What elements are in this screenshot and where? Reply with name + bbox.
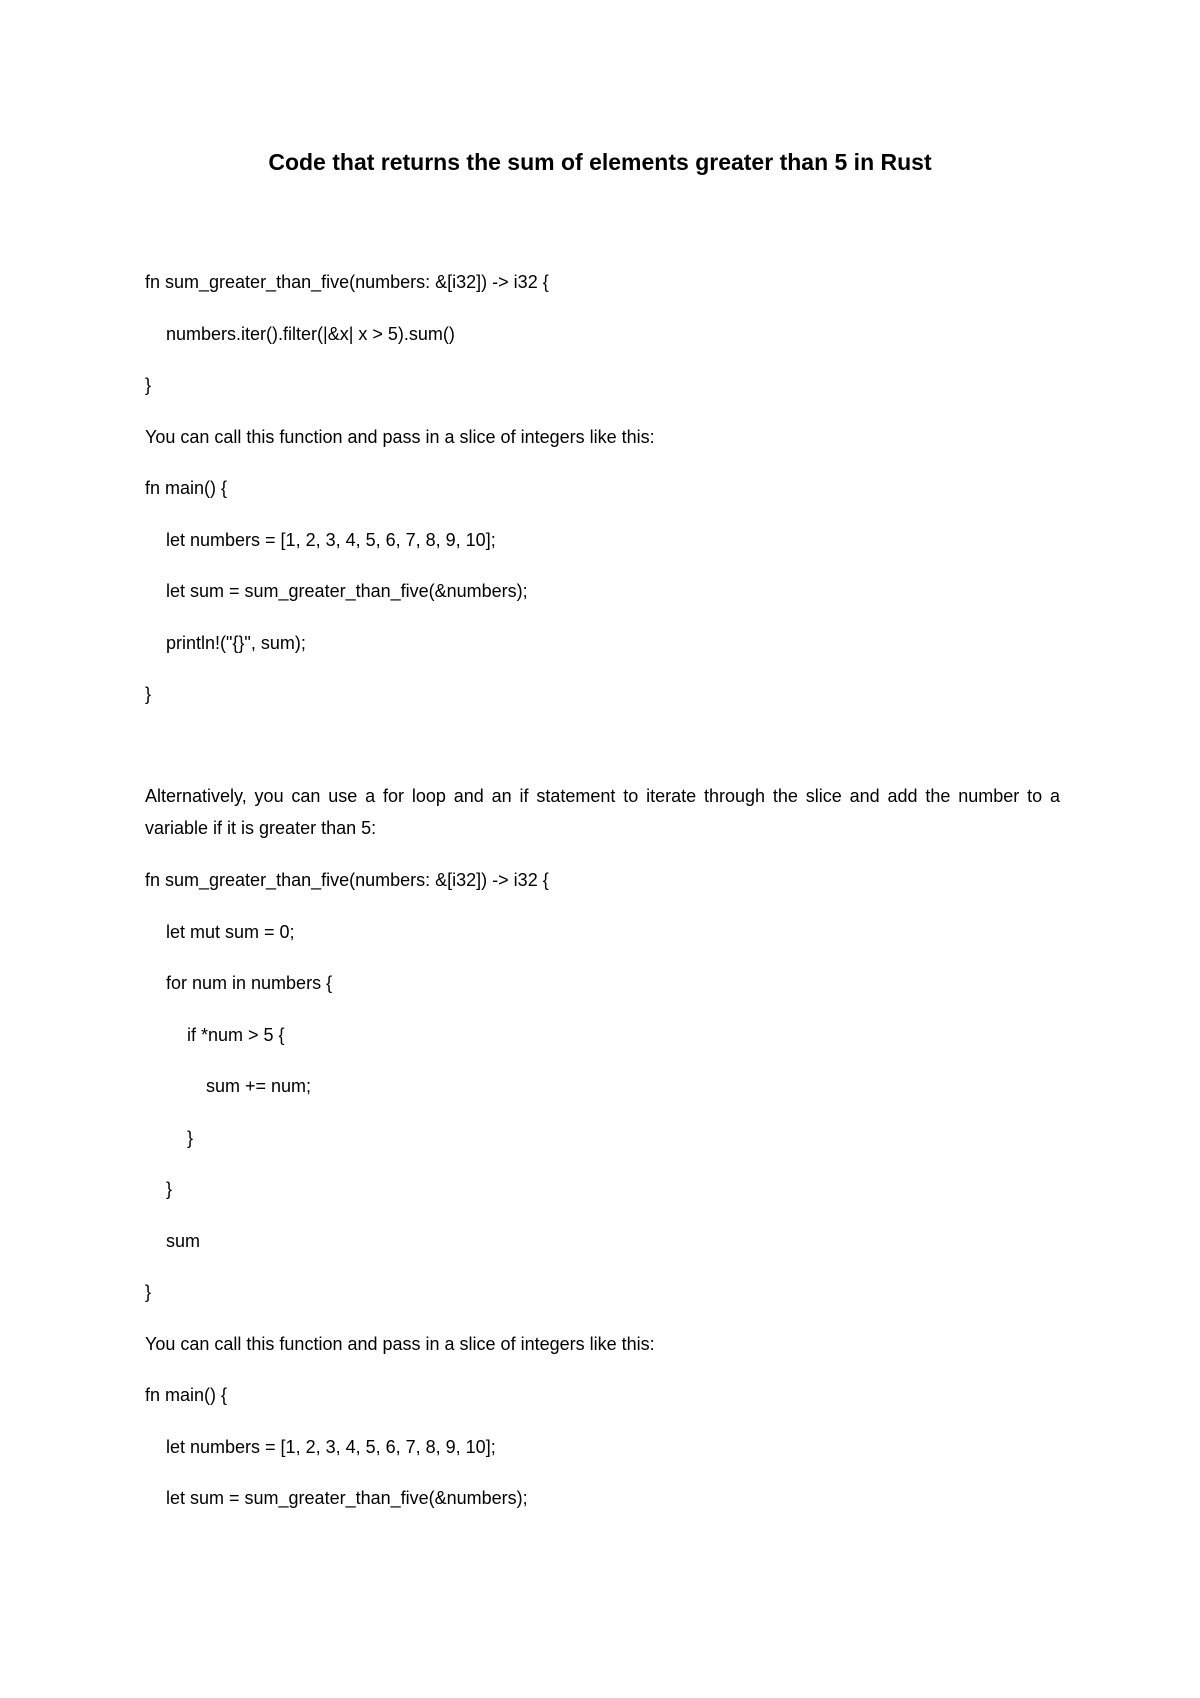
code-line-closing-brace: }	[145, 684, 152, 704]
code-line-if-statement: if *num > 5 {	[187, 1025, 285, 1045]
text-call-instructions: You can call this function and pass in a slice of integers like this:	[145, 1334, 655, 1354]
code-line-closing-brace: }	[145, 1282, 152, 1302]
code-line-closing-brace: }	[187, 1128, 194, 1148]
code-line-main: fn main() {	[145, 1385, 228, 1405]
code-line-closing-brace: }	[166, 1179, 173, 1199]
code-line-for-loop: for num in numbers {	[166, 973, 333, 993]
code-line-sum-add: sum += num;	[206, 1076, 312, 1096]
code-line-numbers-array: let numbers = [1, 2, 3, 4, 5, 6, 7, 8, 9, 10];	[166, 530, 496, 550]
code-line-filter-sum: numbers.iter().filter(|&x| x > 5).sum()	[166, 324, 455, 344]
text-call-instructions: You can call this function and pass in a slice of integers like this:	[145, 427, 655, 447]
code-line-return-sum: sum	[166, 1231, 201, 1251]
code-line-fn-signature: fn sum_greater_than_five(numbers: &[i32]) -> i32 {	[145, 870, 549, 890]
code-line-main: fn main() {	[145, 478, 228, 498]
code-line-let-mut-sum: let mut sum = 0;	[166, 922, 295, 942]
text-alternative-paragraph: Alternatively, you can use a for loop and an if statement to iterate through the slice and add the number to a variable if it is greater than 5:	[145, 786, 1060, 838]
code-line-fn-signature: fn sum_greater_than_five(numbers: &[i32]) -> i32 {	[145, 272, 549, 292]
code-line-closing-brace: }	[145, 375, 152, 395]
code-line-sum-call: let sum = sum_greater_than_five(&numbers);	[166, 1488, 528, 1508]
code-line-println: println!("{}", sum);	[166, 633, 306, 653]
document-title: Code that returns the sum of elements greater than 5 in Rust	[268, 149, 932, 175]
code-line-numbers-array: let numbers = [1, 2, 3, 4, 5, 6, 7, 8, 9, 10];	[166, 1437, 496, 1457]
code-line-sum-call: let sum = sum_greater_than_five(&numbers);	[166, 581, 528, 601]
